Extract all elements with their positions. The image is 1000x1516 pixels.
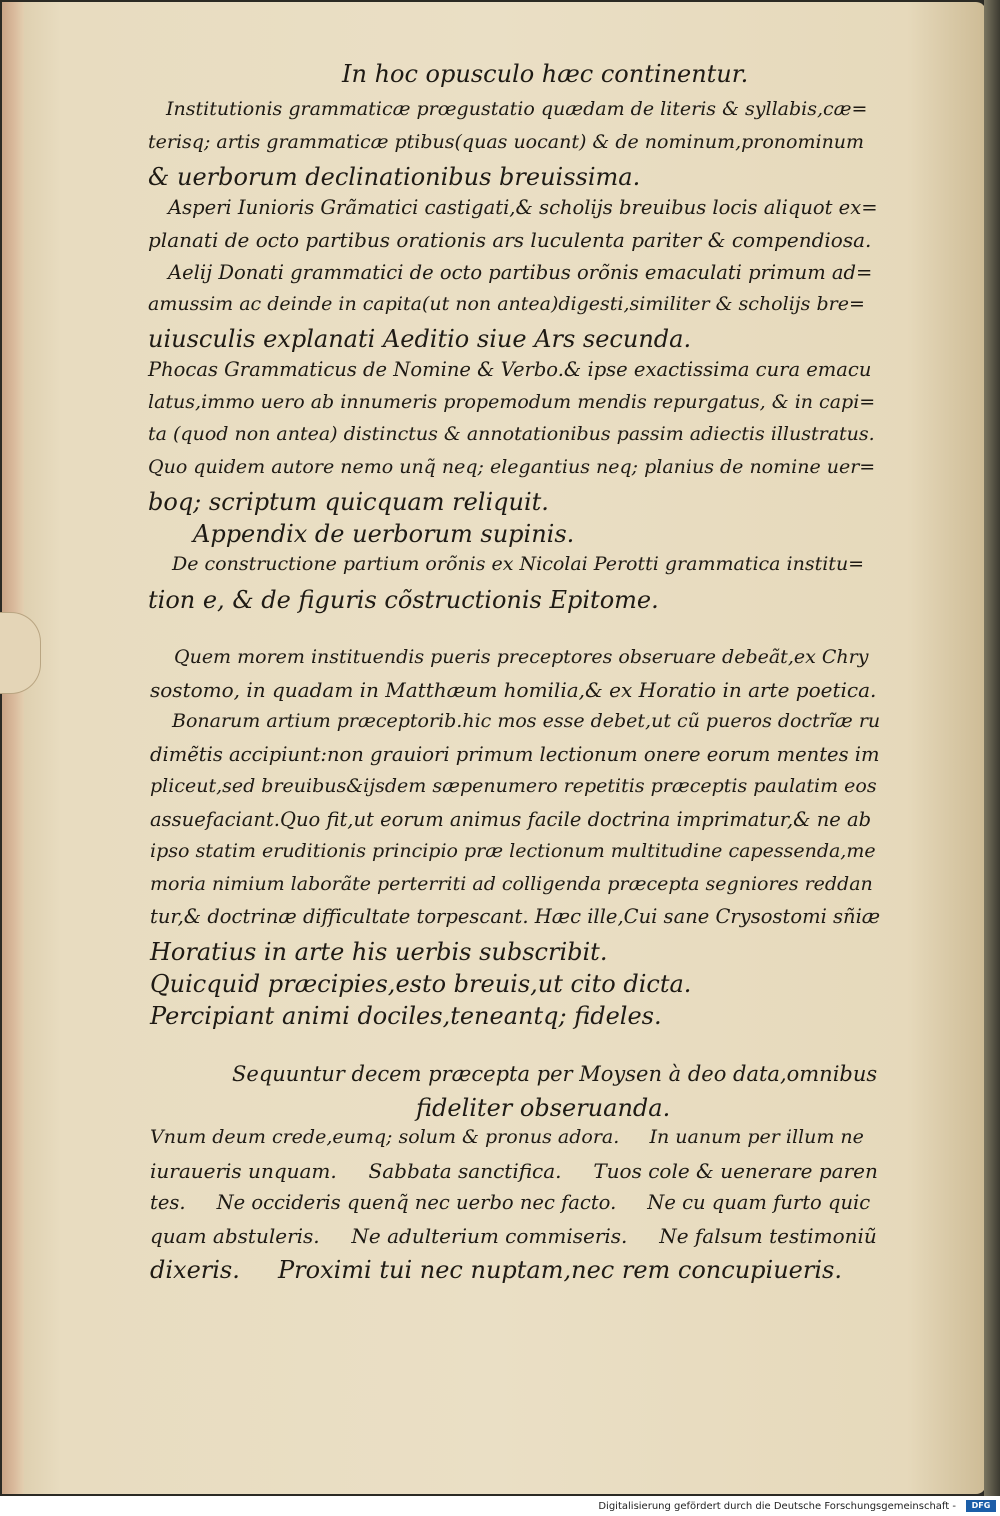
contents-line: Asperi Iunioris Grãmatici castigati,& scholijs breuibus locis aliquot ex=	[168, 196, 878, 219]
contents-line: ta (quod non antea) distinctus & annotationibus passim adiectis illustratus.	[148, 423, 875, 445]
horace-verse-line: Quicquid præcipies,esto breuis,ut cito dicta.	[150, 970, 692, 998]
chrysostom-line: assuefaciant.Quo fit,ut eorum animus facile doctrina imprimatur,& ne ab	[150, 808, 872, 831]
contents-line: amussim ac deinde in capita(ut non antea)digesti,similiter & scholijs bre=	[148, 293, 865, 315]
page-title: In hoc opusculo hæc continentur.	[342, 60, 749, 88]
contents-line: boq; scriptum quicquam reliquit.	[148, 488, 549, 516]
chrysostom-line: ipso statim eruditionis principio præ lectionum multitudine capessenda,me	[150, 840, 876, 862]
book-tab	[0, 612, 41, 694]
contents-line: Appendix de uerborum supinis.	[193, 520, 575, 548]
digitization-footer	[0, 1496, 1000, 1516]
chrysostom-line: sostomo, in quadam in Matthæum homilia,& ex Horatio in arte poetica.	[150, 678, 877, 702]
contents-line: Phocas Grammaticus de Nomine & Verbo.& ipse exactissima cura emacu	[148, 358, 872, 381]
contents-line: terisq; artis grammaticæ ptibus(quas uocant) & de nominum,pronominum	[148, 131, 865, 153]
horace-verse-line: Percipiant animi dociles,teneantq; fideles.	[150, 1002, 662, 1030]
decalogue-line: tes. Ne occideris quenq̃ nec uerbo nec facto. Ne cu quam furto quic	[150, 1191, 871, 1214]
contents-line: uiusculis explanati Aeditio siue Ars secunda.	[148, 325, 692, 353]
contents-line: Institutionis grammaticæ prœgustatio quædam de literis & syllabis,cæ=	[166, 98, 868, 120]
contents-line: & uerborum declinationibus breuissima.	[148, 163, 641, 191]
contents-line: tion e, & de figuris cõstructionis Epitome.	[148, 586, 659, 614]
contents-line: Quo quidem autore nemo unq̃ neq; elegantius neq; planius de nomine uer=	[148, 456, 876, 478]
book-cover-edge	[984, 0, 1000, 1496]
contents-line: Aelij Donati grammatici de octo partibus orõnis emaculati primum ad=	[168, 261, 873, 284]
decalogue-line: dixeris. Proximi tui nec nuptam,nec rem concupiueris.	[150, 1256, 842, 1284]
contents-line: De constructione partium orõnis ex Nicolai Perotti grammatica institu=	[172, 553, 865, 575]
decalogue-heading: fideliter obseruanda.	[416, 1094, 671, 1122]
chrysostom-line: tur,& doctrinæ difficultate torpescant. Hæc ille,Cui sane Crysostomi sñiæ	[150, 905, 881, 928]
decalogue-line: iuraueris unquam. Sabbata sanctifica. Tuos cole & uenerare paren	[150, 1159, 878, 1183]
contents-line: latus,immo uero ab innumeris propemodum mendis repurgatus, & in capi=	[148, 391, 876, 413]
chrysostom-line: Horatius in arte his uerbis subscribit.	[150, 938, 608, 966]
funding-credit: Digitalisierung gefördert durch die Deutsche Forschungsgemeinschaft -	[598, 1501, 956, 1512]
decalogue-heading: Sequuntur decem præcepta per Moysen à deo data,omnibus	[232, 1062, 878, 1086]
chrysostom-line: pliceut,sed breuibus&ijsdem sæpenumero repetitis præceptis paulatim eos	[150, 775, 877, 797]
decalogue-line: Vnum deum crede,eumq; solum & pronus adora. In uanum per illum ne	[150, 1126, 864, 1148]
decalogue-line: quam abstuleris. Ne adulterium commiseris. Ne falsum testimoniũ	[150, 1224, 877, 1248]
page-edge-left	[2, 2, 24, 1494]
dfg-logo: DFG	[966, 1500, 996, 1512]
chrysostom-line: Bonarum artium præceptorib.hic mos esse debet,ut cũ pueros doctrĩæ ru	[172, 710, 881, 732]
contents-line: planati de octo partibus orationis ars luculenta pariter & compendiosa.	[148, 228, 872, 252]
chrysostom-line: dimẽtis accipiunt:non grauiori primum lectionum onere eorum mentes im	[150, 743, 880, 766]
chrysostom-line: Quem morem instituendis pueris preceptores obseruare debeãt,ex Chry	[174, 646, 869, 668]
chrysostom-line: moria nimium laborãte perterriti ad colligenda præcepta segniores reddan	[150, 873, 873, 895]
